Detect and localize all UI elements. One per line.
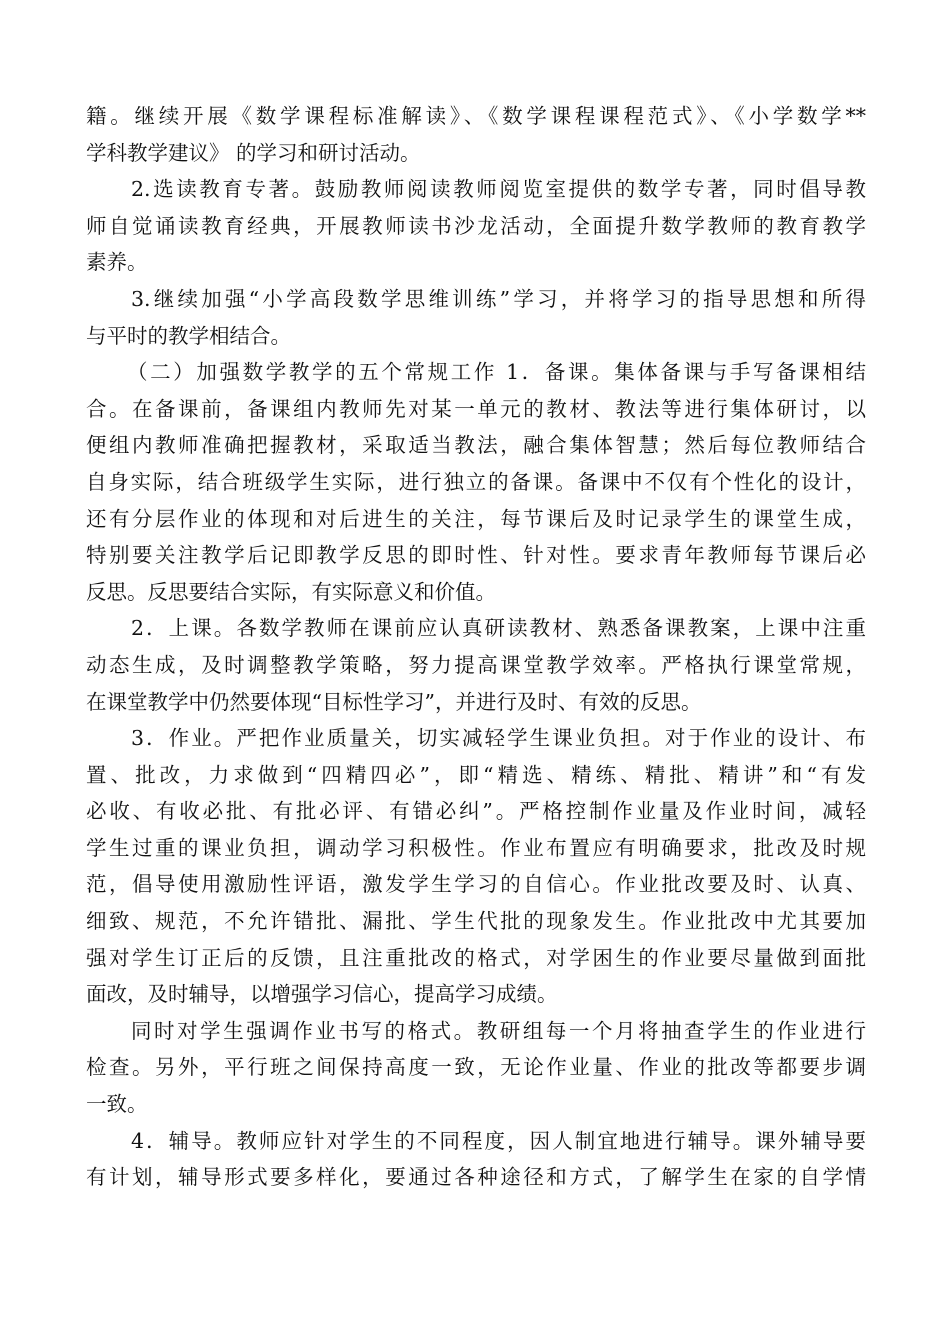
- text-line: 2.选读教育专著。鼓励教师阅读教师阅览室提供的数学专著，同时倡导教: [131, 177, 866, 202]
- text-line: 反思。反思要结合实际，有实际意义和价值。: [86, 579, 496, 604]
- text-line: 3.继续加强“小学高段数学思维训练”学习，并将学习的指导思想和所得: [131, 286, 866, 311]
- text-line: 与平时的教学相结合。: [86, 323, 291, 348]
- text-line: 必收、有收必批、有批必评、有错必纠”。严格控制作业量及作业时间，减轻: [86, 799, 866, 824]
- text-line: 自身实际，结合班级学生实际，进行独立的备课。备课中不仅有个性化的设计，: [86, 469, 866, 494]
- text-line: 一致。: [86, 1092, 148, 1117]
- text-line: 动态生成，及时调整教学策略，努力提高课堂教学效率。严格执行课堂常规，: [86, 652, 866, 677]
- text-line: 范，倡导使用激励性评语，激发学生学习的自信心。作业批改要及时、认真、: [86, 872, 866, 897]
- text-line: 检查。另外，平行班之间保持高度一致，无论作业量、作业的批改等都要步调: [86, 1055, 866, 1080]
- text-line: 置、批改，力求做到“四精四必”，即“精选、精练、精批、精讲”和“有发: [86, 762, 866, 787]
- text-line: 面改，及时辅导，以增强学习信心，提高学习成绩。: [86, 982, 558, 1007]
- text-line: 同时对学生强调作业书写的格式。教研组每一个月将抽查学生的作业进行: [131, 1018, 866, 1043]
- text-line: 4．辅导。教师应针对学生的不同程度，因人制宜地进行辅导。课外辅导要: [131, 1128, 866, 1153]
- text-line: 素养。: [86, 250, 148, 275]
- text-line: 师自觉诵读教育经典，开展教师读书沙龙活动，全面提升数学教师的教育教学: [86, 213, 866, 238]
- text-line: 3．作业。严把作业质量关，切实减轻学生课业负担。对于作业的设计、布: [131, 726, 866, 751]
- text-line: 有计划，辅导形式要多样化，要通过各种途径和方式，了解学生在家的自学情: [86, 1165, 866, 1190]
- text-line: （二）加强数学教学的五个常规工作 1．备课。集体备课与手写备课相结: [127, 360, 866, 385]
- text-line: 还有分层作业的体现和对后进生的关注，每节课后及时记录学生的课堂生成，: [86, 506, 866, 531]
- text-line: 在课堂教学中仍然要体现“目标性学习”，并进行及时、有效的反思。: [86, 689, 702, 714]
- text-line: 2．上课。各数学教师在课前应认真研读教材、熟悉备课教案，上课中注重: [131, 616, 866, 641]
- document-body: [86, 98, 866, 1196]
- text-line: 强对学生订正后的反馈，且注重批改的格式，对学困生的作业要尽量做到面批: [86, 945, 866, 970]
- text-line: 学生过重的课业负担，调动学习积极性。作业布置应有明确要求，批改及时规: [86, 835, 866, 860]
- text-line: 合。在备课前，备课组内教师先对某一单元的教材、教法等进行集体研讨，以: [86, 396, 866, 421]
- text-line: 学科教学建议》 的学习和研讨活动。: [86, 140, 421, 165]
- text-line: 便组内教师准确把握教材，采取适当教法，融合集体智慧；然后每位教师结合: [86, 433, 866, 458]
- text-line: 籍。继续开展《数学课程标准解读》、《数学课程课程范式》、《小学数学**: [86, 104, 866, 128]
- text-line: 细致、规范，不允许错批、漏批、学生代批的现象发生。作业批改中尤其要加: [86, 909, 866, 934]
- text-line: 特别要关注教学后记即教学反思的即时性、针对性。要求青年教师每节课后必: [86, 543, 866, 568]
